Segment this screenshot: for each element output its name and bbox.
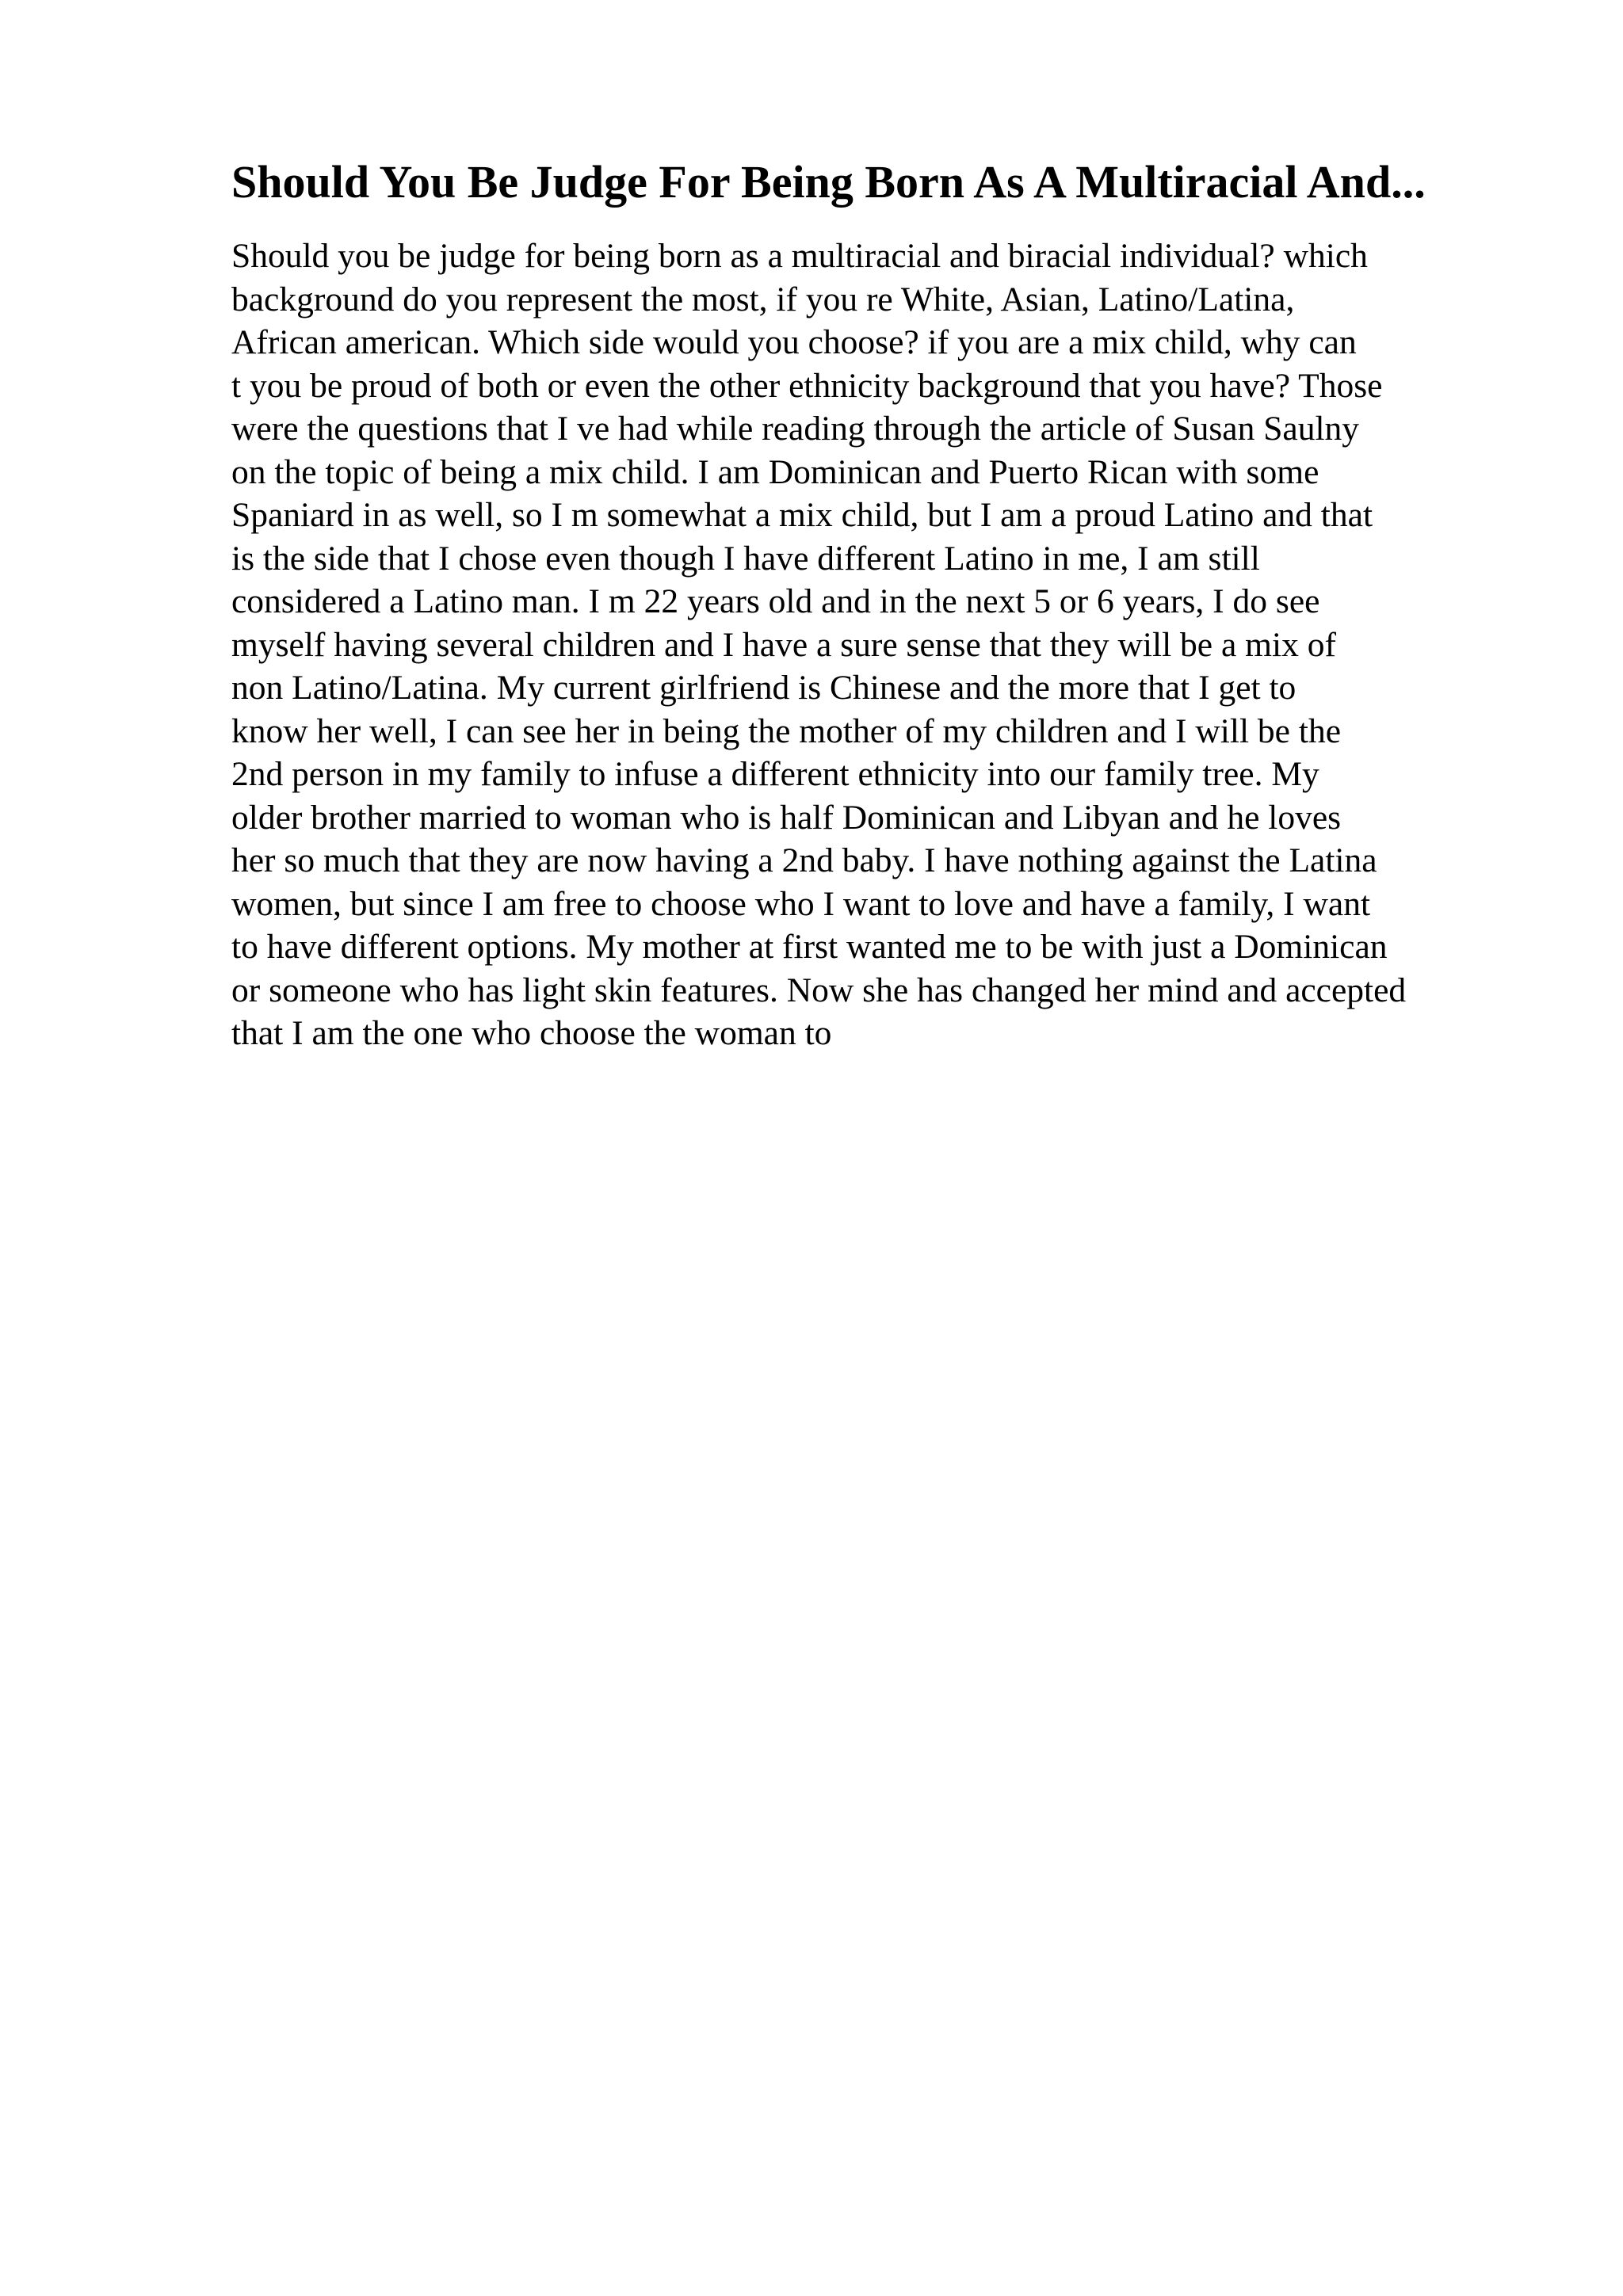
body-line: myself having several children and I have a sure sense that they will be a mix of [231, 625, 1336, 664]
body-line: non Latino/Latina. My current girlfriend is Chinese and the more that I get to [231, 669, 1296, 707]
body-line: Spaniard in as well, so I m somewhat a mix child, but I am a proud Latino and that [231, 496, 1373, 534]
body-line: 2nd person in my family to infuse a different ethnicity into our family tree. My [231, 755, 1319, 793]
document-title: Should You Be Judge For Being Born As A Multiracial And... [231, 156, 1426, 208]
body-line: t you be proud of both or even the other ethnicity background that you have? Those [231, 366, 1383, 405]
body-line: Should you be judge for being born as a multiracial and biracial individual? which [231, 237, 1368, 275]
body-line: older brother married to woman who is half Dominican and Libyan and he loves [231, 798, 1342, 837]
document-content [231, 151, 1547, 1055]
body-line: were the questions that I ve had while reading through the article of Susan Saulny [231, 410, 1360, 448]
body-line: considered a Latino man. I m 22 years old and in the next 5 or 6 years, I do see [231, 582, 1320, 620]
body-line: is the side that I chose even though I have different Latino in me, I am still [231, 539, 1260, 578]
body-line: her so much that they are now having a 2nd baby. I have nothing against the Latina [231, 841, 1377, 879]
body-line: know her well, I can see her in being the mother of my children and I will be the [231, 711, 1342, 750]
body-line: that I am the one who choose the woman to [231, 1014, 832, 1052]
body-line: to have different options. My mother at first wanted me to be with just a Dominican [231, 928, 1388, 966]
body-line: background do you represent the most, if you re White, Asian, Latino/Latina, [231, 280, 1295, 318]
document-body [231, 235, 1547, 1055]
body-line: African american. Which side would you choose? if you are a mix child, why can [231, 323, 1357, 361]
body-line: on the topic of being a mix child. I am Dominican and Puerto Rican with some [231, 452, 1319, 491]
body-line: or someone who has light skin features. Now she has changed her mind and accepted [231, 971, 1407, 1009]
body-line: women, but since I am free to choose who I want to love and have a family, I want [231, 884, 1371, 923]
